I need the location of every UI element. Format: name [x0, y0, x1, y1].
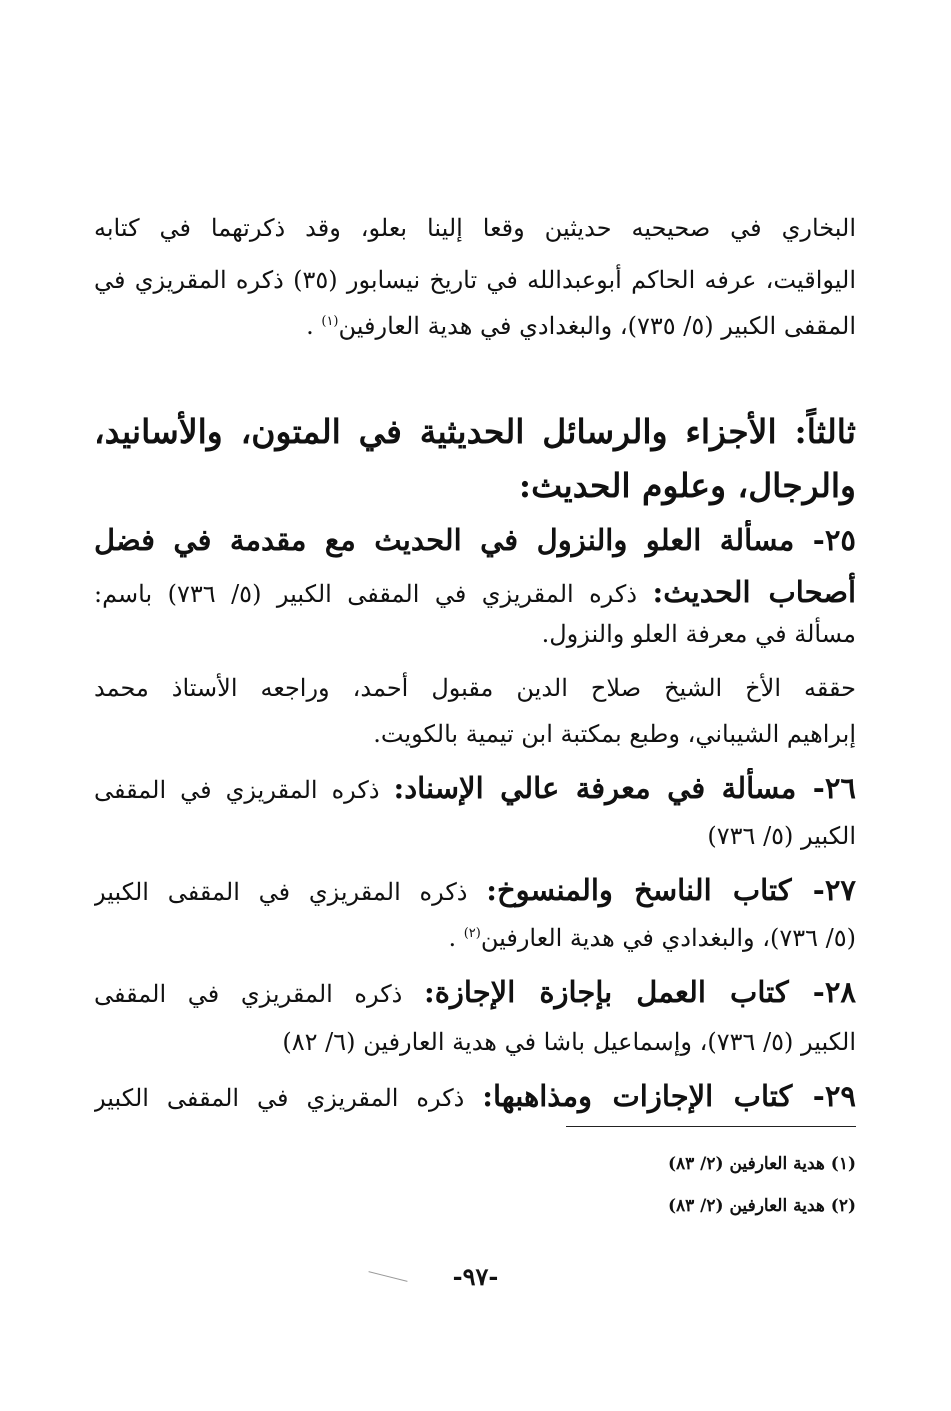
paragraph-line [94, 306, 856, 346]
page-number: -٩٧- [452, 1262, 499, 1291]
paragraph-line [94, 208, 856, 248]
item-text: مسألة في معرفة العلو والنزول. [541, 620, 856, 648]
item-text: ذكره المقريزي في المقفى [94, 776, 380, 804]
item-text: . [448, 924, 457, 952]
footnote-ref: (٢) [463, 926, 481, 941]
footnote [668, 1150, 856, 1178]
item-text: ذكره المقريزي في المقفى الكبير (٥/ ٧٣٦) باسم: [94, 580, 638, 608]
item-text: الكبير (٥/ ٧٣٦)، وإسماعيل باشا في هدية العارفين (٦/ ٨٢) [282, 1028, 856, 1056]
item-line [94, 1076, 856, 1116]
item-title: ٢٦- مسألة في معرفة عالي الإسناد: [393, 771, 856, 805]
item-text: ذكره المقريزي في المقفى الكبير [94, 1084, 465, 1112]
item-line [94, 768, 856, 808]
item-line [94, 918, 856, 958]
footnote [668, 1192, 856, 1220]
item-title: ٢٨- كتاب العمل بإجازة الإجازة: [424, 975, 856, 1009]
paragraph-text: المقفى الكبير (٥/ ٧٣٥)، والبغدادي في هدية العارفين [338, 312, 856, 340]
item-text: الكبير (٥/ ٧٣٦) [707, 822, 856, 850]
item-line [94, 870, 856, 910]
item-title: ٢٧- كتاب الناسخ والمنسوخ: [486, 873, 856, 907]
item-line [94, 1022, 856, 1062]
item-line [94, 714, 856, 754]
heading-text: والرجال، وعلوم الحديث: [518, 466, 856, 505]
item-text: حققه الأخ الشيخ صلاح الدين مقبول أحمد، وراجعه الأستاذ محمد [94, 674, 856, 702]
footnote-divider [566, 1126, 856, 1127]
item-title-line [94, 520, 856, 560]
item-title: أصحاب الحديث: [652, 575, 856, 609]
item-text: ذكره المقريزي في المقفى الكبير [94, 878, 468, 906]
footnote-text: (١) هدية العارفين (٢/ ٨٣) [667, 1154, 856, 1174]
item-title: ٢٩- كتاب الإجازات ومذاهبها: [482, 1079, 856, 1113]
item-text: ذكره المقريزي في المقفى [94, 980, 403, 1008]
paragraph-text: . [306, 312, 314, 340]
section-heading [94, 458, 856, 514]
item-text: (٥/ ٧٣٦)، والبغدادي في هدية العارفين [480, 924, 856, 952]
paragraph-text: البخاري في صحيحيه حديثين وقعا إلينا بعلو، وقد ذكرتهما في كتابه [94, 214, 856, 242]
paragraph-line [94, 260, 856, 300]
paragraph-text: اليواقيت، عرفه الحاكم أبوعبدالله في تاريخ نيسابور (٣٥) ذكره المقريزي في [94, 266, 856, 294]
item-line [94, 816, 856, 856]
item-title: ٢٥- مسألة العلو والنزول في الحديث مع مقدمة في فضل [94, 523, 856, 557]
item-text: إبراهيم الشيباني، وطبع بمكتبة ابن تيمية بالكويت. [373, 720, 856, 748]
item-line [94, 668, 856, 708]
item-line [94, 972, 856, 1012]
heading-text: ثالثاً: الأجزاء والرسائل الحديثية في المتون، والأسانيد، [94, 412, 856, 451]
footnote-text: (٢) هدية العارفين (٢/ ٨٣) [667, 1196, 856, 1216]
item-line [94, 614, 856, 654]
footnote-ref: (١) [321, 314, 339, 329]
item-line [94, 572, 856, 612]
section-heading [94, 404, 856, 460]
